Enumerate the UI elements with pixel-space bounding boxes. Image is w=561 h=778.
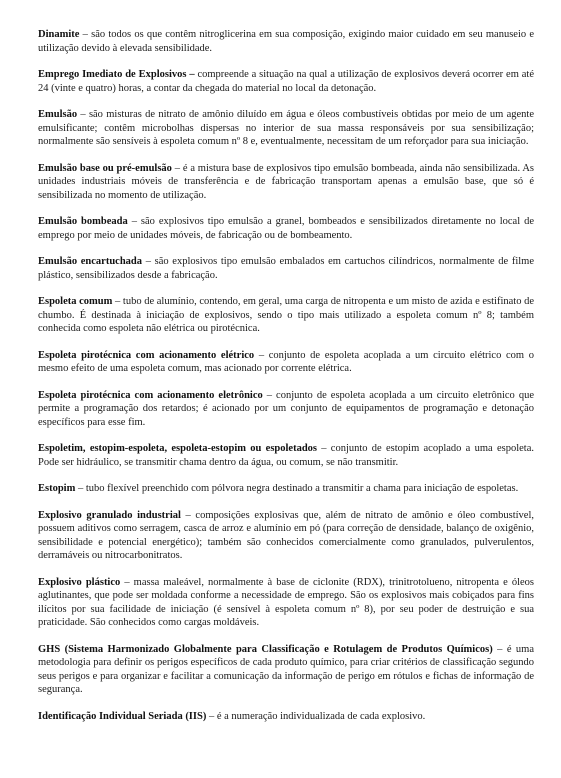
glossary-entry-emulsao — [38, 108, 534, 149]
glossary-entry-emulsao-encartuchada — [38, 255, 534, 282]
glossary-term: Dinamite — [38, 29, 80, 40]
glossary-definition: – são misturas de nitrato de amônio diluído em água e óleos combustíveis obtidas por meio de um agente emulsificante; contêm microbolhas dispersas no interior de sua massa responsáveis por sua sensibilização; normalmente são sensíveis à espoleta comum nº 8 e, eventualmente, necessitam de um reforçador para sua iniciação. — [38, 109, 534, 147]
glossary-entry-ghs — [38, 643, 534, 697]
glossary-term: Explosivo plástico — [38, 576, 121, 588]
glossary-entry-explosivo-plastico — [38, 576, 534, 630]
glossary-term: GHS (Sistema Harmonizado Globalmente para Classificação e Rotulagem de Produtos Químicos) — [38, 643, 493, 655]
glossary-definition: – são explosivos tipo emulsão embalados em cartuchos cilíndricos, normalmente de filme plástico, sensibilizados desde a fabricação. — [38, 256, 534, 281]
glossary-entry-emulsao-bombeada — [38, 215, 534, 242]
glossary-term: Explosivo granulado industrial — [38, 509, 181, 521]
glossary-definition: – são explosivos tipo emulsão a granel, bombeados e sensibilizados diretamente no local de emprego por meio de unidades móveis, de fabricação ou de bombeamento. — [38, 216, 534, 241]
glossary-term: Espoleta pirotécnica com acionamento eletrônico — [38, 389, 263, 401]
glossary-definition: – é uma metodologia para definir os perigos específicos de cada produto químico, para criar critérios de classificação segundo seus perigos e para organizar e facilitar a comunicação da informação de perigo em rótulos e fichas de informação de segurança. — [38, 643, 534, 695]
glossary-term: Emulsão bombeada — [38, 216, 128, 227]
glossary-entry-espoleta-eletrico — [38, 349, 534, 376]
glossary-page — [38, 28, 534, 736]
glossary-term: Espoletim, estopim-espoleta, espoleta-estopim ou espoletados — [38, 443, 317, 454]
glossary-definition: – massa maleável, normalmente à base de ciclonite (RDX), trinitrotolueno, nitropenta e óleos aglutinantes, que pode ser moldada conforme a necessidade de emprego. São os explosivos mais cobiçados para fins ilícitos por sua facilidade de iniciação (é sensível à espoleta comum nº 8), por seu poder de destruição e sua praticidade. São conhecidos como cargas moldáveis. — [38, 576, 534, 628]
glossary-definition: – é a mistura base de explosivos tipo emulsão bombeada, ainda não sensibilizada. As unidades industriais móveis de transferência e de fabricação transportam apenas a emulsão base, que só é sensibilizada no momento de utilização. — [38, 162, 534, 201]
glossary-term: Emulsão encartuchada — [38, 256, 143, 267]
glossary-entry-estopim — [38, 482, 534, 496]
glossary-definition: – é a numeração individualizada de cada explosivo. — [206, 710, 426, 722]
glossary-definition: – são todos os que contêm nitroglicerina em sua composição, exigindo maior cuidado em seu manuseio e utilização devido à elevada sensibilidade. — [38, 29, 534, 54]
glossary-term: Espoleta comum — [38, 296, 113, 307]
glossary-definition: compreende a situação na qual a utilização de explosivos deverá ocorrer em até 24 (vinte e quatro) horas, a contar da chegada do material no local da detonação. — [38, 69, 534, 94]
glossary-term: Espoleta pirotécnica com acionamento elétrico — [38, 349, 255, 361]
glossary-definition: – conjunto de estopim acoplado a uma espoleta. Pode ser hidráulico, se transmitir chama dentro da água, ou comum, se não transmitir. — [38, 443, 534, 468]
glossary-term: Emprego Imediato de Explosivos – — [38, 69, 195, 80]
glossary-entry-explosivo-granulado — [38, 509, 534, 563]
glossary-entry-iis — [38, 710, 534, 724]
glossary-term: Emulsão — [38, 109, 78, 120]
glossary-definition: – composições explosivas que, além de nitrato de amônio e óleo combustível, possuem aditivos como serragem, casca de arroz e alumínio em pó (para correção de densidade, balanço de oxigênio, sensibilidade e potencial energético); também são conhecidos comercialmente como granulados, pulverulentos, derramáveis ou nitrocarbonitratos. — [38, 509, 535, 561]
glossary-entry-espoleta-eletronico — [38, 389, 534, 430]
glossary-definition: – conjunto de espoleta acoplada a um circuito eletrônico que permite a programação dos retardos; é acionado por um conjunto de equipamentos de programação e detonação específicos para esse fim. — [38, 389, 534, 428]
glossary-entry-dinamite — [38, 28, 534, 55]
glossary-term: Estopim — [38, 483, 76, 494]
glossary-entry-emprego-imediato — [38, 68, 534, 95]
glossary-entry-espoletim — [38, 442, 534, 469]
glossary-definition: – tubo de alumínio, contendo, em geral, uma carga de nitropenta e um misto de azida e estifinato de chumbo. É destinada à iniciação de explosivos, sendo o tipo mais utilizado a espoleta comum nº 8; também conhecida como espoleta não elétrica ou pirotécnica. — [38, 296, 535, 334]
glossary-entry-espoleta-comum — [38, 295, 534, 336]
glossary-entry-emulsao-base — [38, 162, 534, 203]
glossary-term: Identificação Individual Seriada (IIS) — [38, 710, 207, 722]
glossary-definition: – conjunto de espoleta acoplada a um circuito elétrico com o mesmo efeito de uma espoleta comum, mas acionado por corrente elétrica. — [38, 349, 534, 374]
glossary-term: Emulsão base ou pré-emulsão — [38, 162, 172, 174]
glossary-definition: – tubo flexível preenchido com pólvora negra destinado a transmitir a chama para iniciação de espoletas. — [75, 483, 519, 494]
